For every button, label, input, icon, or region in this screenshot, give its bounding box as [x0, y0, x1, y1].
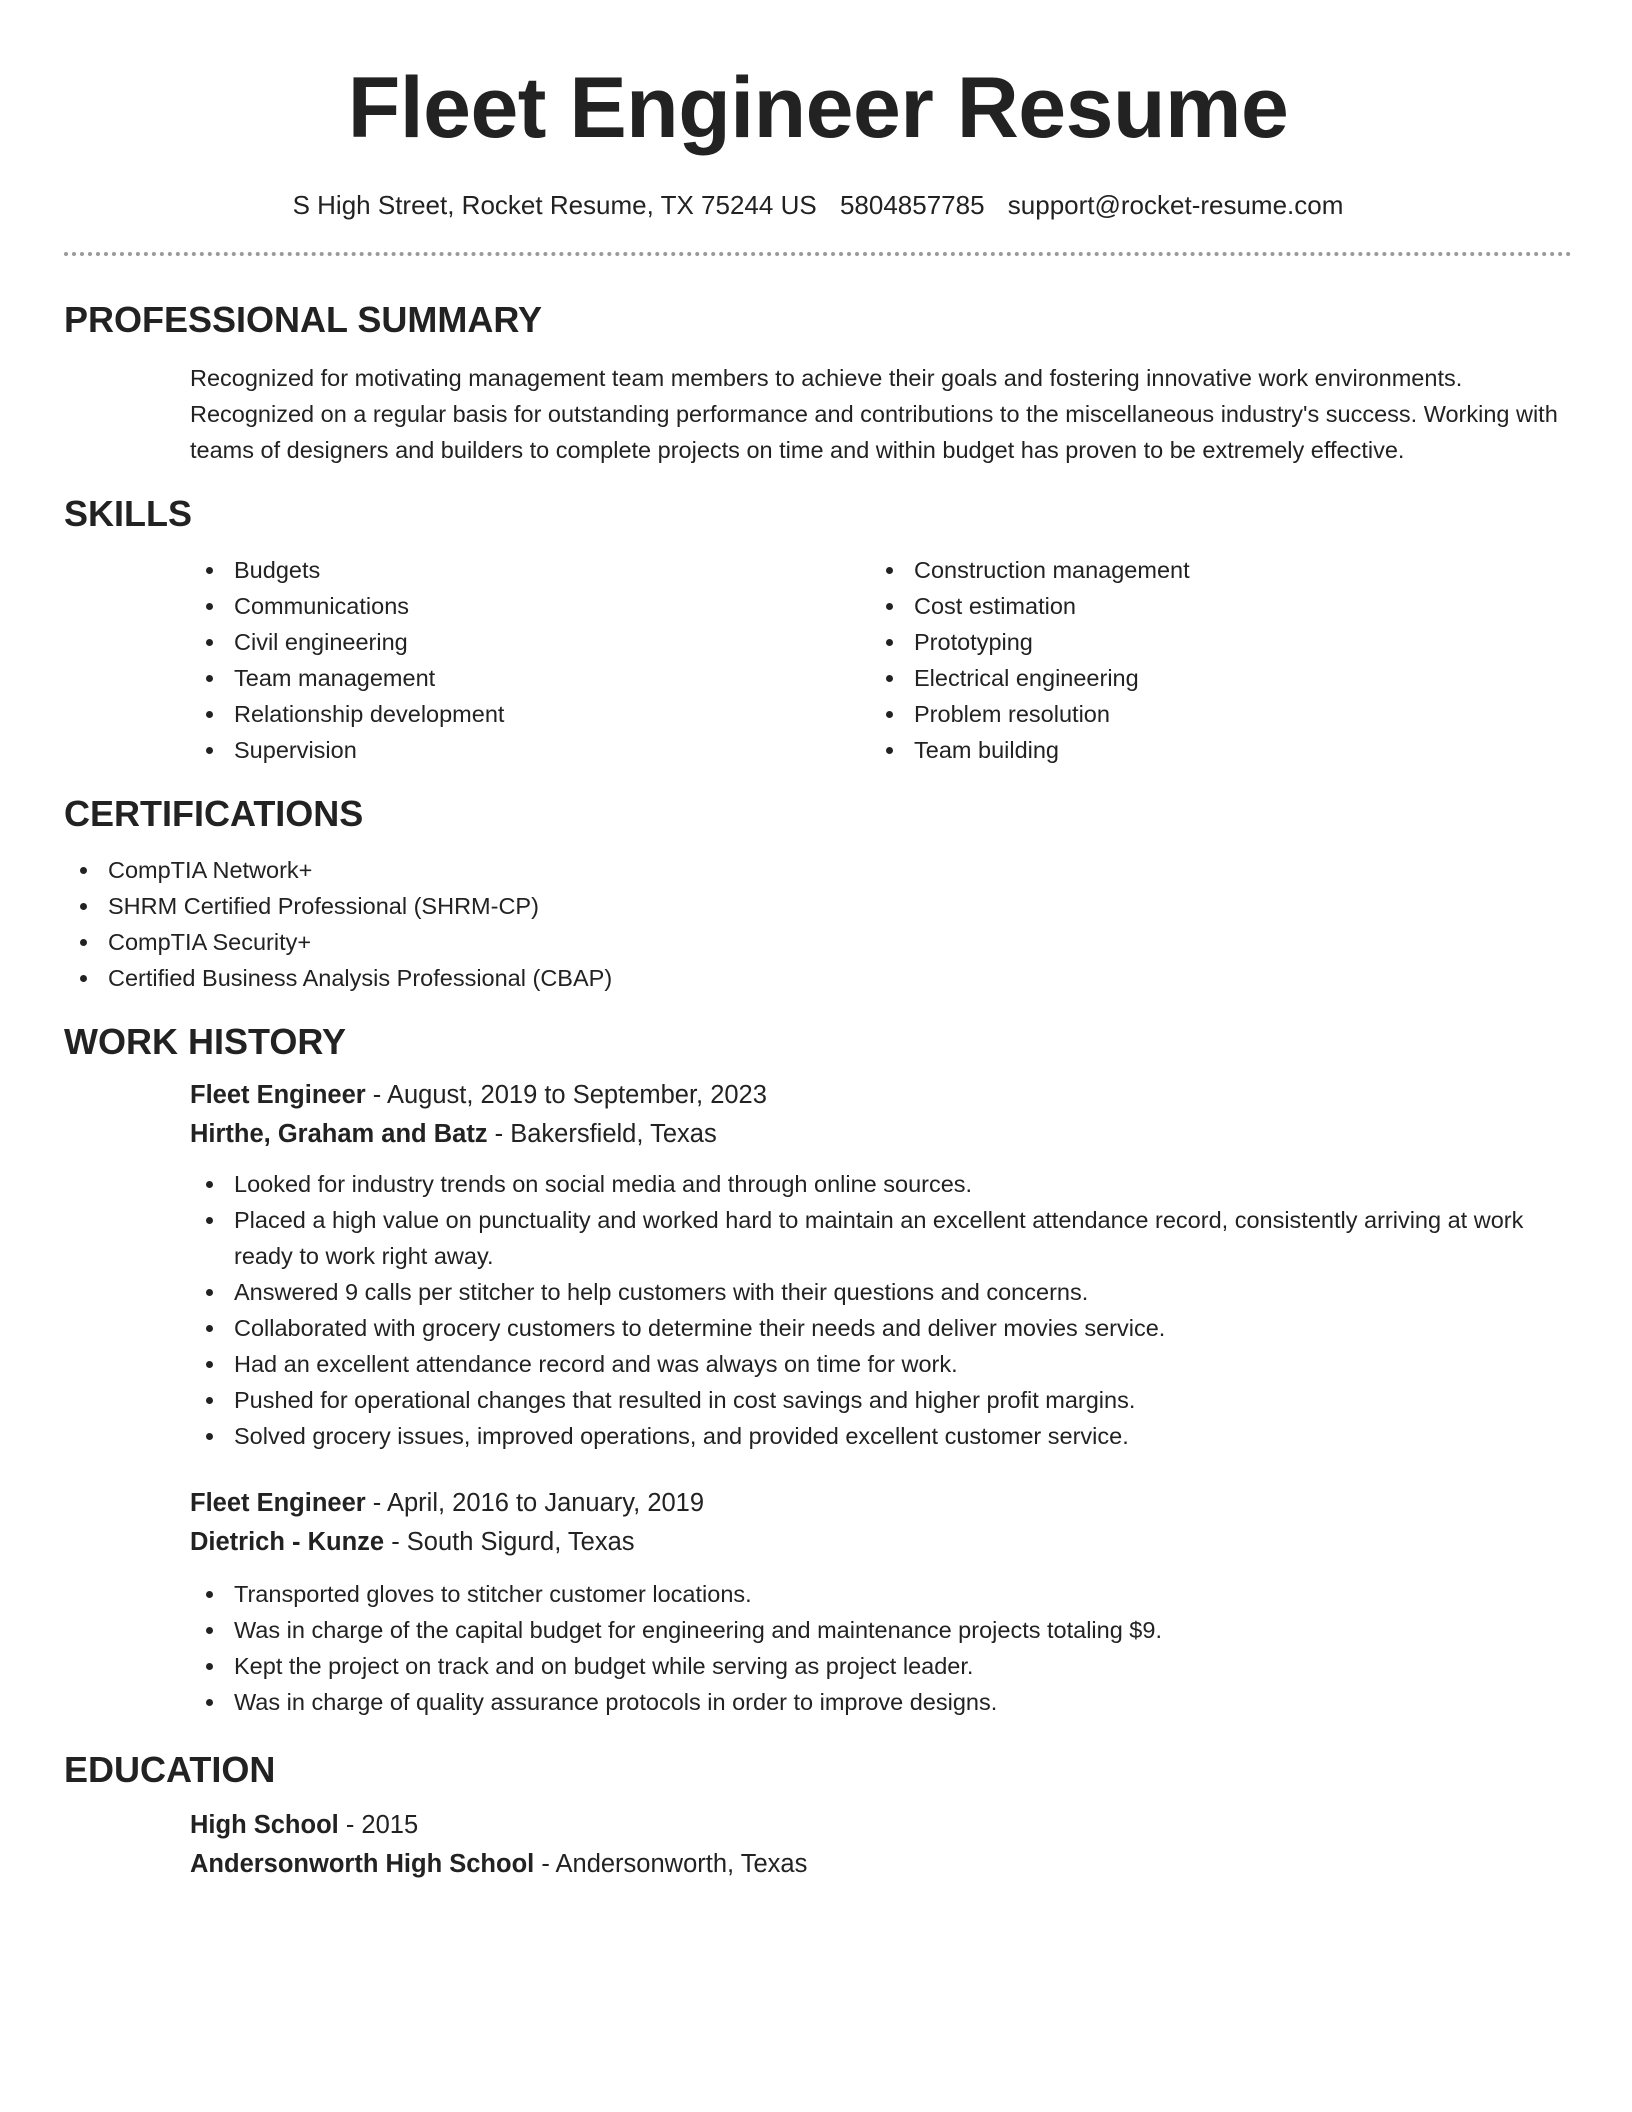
job-position: Fleet Engineer [190, 1489, 366, 1517]
certification-item: CompTIA Security+ [64, 924, 1572, 960]
job-company-line [190, 1115, 1572, 1154]
job-company: Dietrich - Kunze [190, 1528, 385, 1556]
certifications-list [64, 852, 1572, 996]
contact-phone: 5804857785 [839, 190, 985, 220]
skill-item: Team management [190, 660, 870, 696]
skill-item: Cost estimation [870, 588, 1550, 624]
job-company: Hirthe, Graham and Batz [190, 1120, 488, 1148]
header-divider [64, 252, 1572, 256]
contact-address: S High Street, Rocket Resume, TX 75244 US [292, 190, 817, 220]
job-bullet: Collaborated with grocery customers to determine their needs and deliver movies service. [190, 1310, 1572, 1346]
education-location: - Andersonworth, Texas [534, 1850, 808, 1878]
section-title-summary: PROFESSIONAL SUMMARY [64, 299, 543, 340]
skill-item: Communications [190, 588, 870, 624]
job-bullet: Placed a high value on punctuality and worked hard to maintain an excellent attendance record, consistently arriving at work ready to work right away. [190, 1202, 1572, 1274]
job-bullet: Pushed for operational changes that resulted in cost savings and higher profit margins. [190, 1382, 1572, 1418]
job-bullet: Was in charge of quality assurance protocols in order to improve designs. [190, 1684, 1572, 1720]
skills-list [190, 552, 1572, 768]
job-dates: - August, 2019 to September, 2023 [365, 1081, 767, 1109]
job-location: - Bakersfield, Texas [487, 1120, 717, 1148]
certification-item: CompTIA Network+ [64, 852, 1572, 888]
skill-item: Supervision [190, 732, 870, 768]
skill-item: Relationship development [190, 696, 870, 732]
job-entry [190, 1484, 1572, 1720]
certification-item: SHRM Certified Professional (SHRM-CP) [64, 888, 1572, 924]
education-entry [190, 1806, 1572, 1884]
section-title-skills: SKILLS [64, 493, 193, 534]
job-bullet: Solved grocery issues, improved operations, and provided excellent customer service. [190, 1418, 1572, 1454]
job-position: Fleet Engineer [190, 1081, 366, 1109]
education-school: Andersonworth High School [190, 1850, 535, 1878]
job-company-line [190, 1523, 1572, 1562]
section-title-work-history: WORK HISTORY [64, 1021, 347, 1062]
job-bullets [190, 1166, 1572, 1454]
skill-item: Prototyping [870, 624, 1550, 660]
job-entry [190, 1076, 1572, 1454]
education-degree-line [190, 1806, 1572, 1845]
job-dates: - April, 2016 to January, 2019 [365, 1489, 705, 1517]
section-title-education: EDUCATION [64, 1749, 276, 1790]
education-year: - 2015 [338, 1811, 419, 1839]
skill-item: Civil engineering [190, 624, 870, 660]
skill-item: Team building [870, 732, 1550, 768]
contact-line [64, 188, 1572, 222]
resume-header [64, 0, 1572, 222]
education-degree: High School [190, 1811, 339, 1839]
job-title-line [190, 1076, 1572, 1115]
certification-item: Certified Business Analysis Professional (CBAP) [64, 960, 1572, 996]
job-bullet: Was in charge of the capital budget for engineering and maintenance projects totaling $9. [190, 1612, 1572, 1648]
job-bullet: Had an excellent attendance record and was always on time for work. [190, 1346, 1572, 1382]
job-bullets [190, 1576, 1572, 1720]
job-location: - South Sigurd, Texas [384, 1528, 635, 1556]
contact-email: support@rocket-resume.com [1007, 190, 1344, 220]
job-bullet: Kept the project on track and on budget while serving as project leader. [190, 1648, 1572, 1684]
resume-title: Fleet Engineer Resume [347, 60, 1289, 156]
skill-item: Problem resolution [870, 696, 1550, 732]
job-bullet: Answered 9 calls per stitcher to help customers with their questions and concerns. [190, 1274, 1572, 1310]
skill-item: Construction management [870, 552, 1550, 588]
skills-column-left [190, 552, 870, 768]
job-bullet: Looked for industry trends on social media and through online sources. [190, 1166, 1572, 1202]
job-bullet: Transported gloves to stitcher customer locations. [190, 1576, 1572, 1612]
education-school-line [190, 1845, 1572, 1884]
skills-column-right [870, 552, 1550, 768]
summary-text: Recognized for motivating management team members to achieve their goals and fostering innovative work environments. Recognized on a regular basis for outstanding performance and contributions to the miscellaneous industry's success. Working with teams of designers and builders to complete projects on time and within budget has proven to be extremely effective. [190, 365, 1558, 463]
skill-item: Electrical engineering [870, 660, 1550, 696]
skill-item: Budgets [190, 552, 870, 588]
resume-page [64, 0, 1572, 1884]
section-title-certifications: CERTIFICATIONS [64, 793, 364, 834]
job-title-line [190, 1484, 1572, 1523]
